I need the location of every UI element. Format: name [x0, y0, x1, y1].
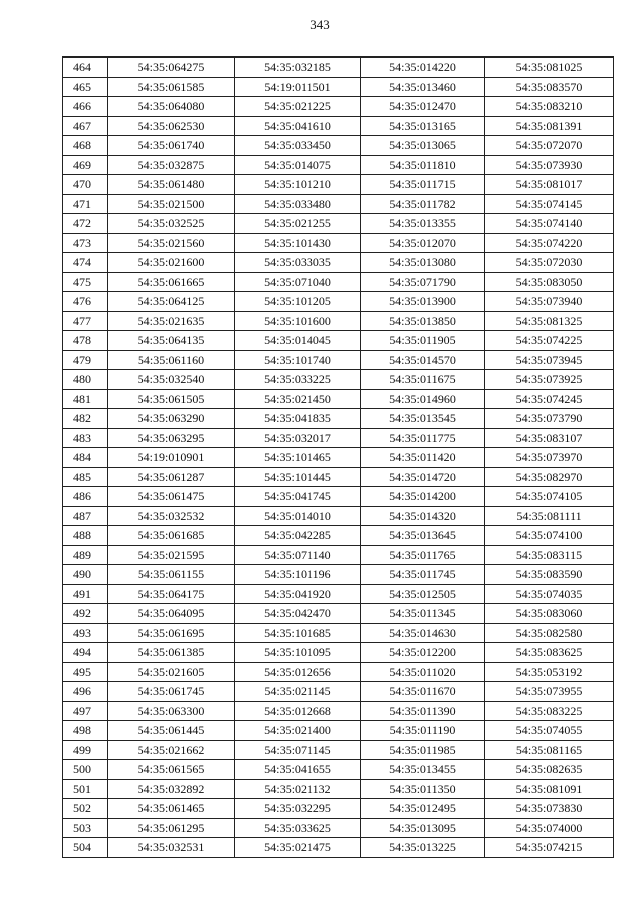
cadastral-number-cell: 54:35:061465 [108, 799, 235, 819]
cadastral-number-cell: 54:35:021500 [108, 194, 235, 214]
cadastral-number-cell: 54:19:011501 [235, 77, 361, 97]
table-row [63, 662, 614, 682]
row-number-cell: 478 [63, 331, 108, 351]
table-row [63, 545, 614, 565]
row-number-cell: 465 [63, 77, 108, 97]
cadastral-number-cell: 54:35:061480 [108, 175, 235, 195]
cadastral-number-cell: 54:35:011782 [361, 194, 485, 214]
cadastral-number-cell: 54:35:042285 [235, 526, 361, 546]
table-row [63, 311, 614, 331]
cadastral-number-cell: 54:35:081165 [485, 740, 614, 760]
cadastral-number-cell: 54:35:074245 [485, 389, 614, 409]
cadastral-number-cell: 54:35:033225 [235, 370, 361, 390]
cadastral-number-cell: 54:35:064095 [108, 604, 235, 624]
table-row [63, 584, 614, 604]
row-number-cell: 464 [63, 57, 108, 77]
cadastral-number-cell: 54:35:013900 [361, 292, 485, 312]
cadastral-number-cell: 54:35:013460 [361, 77, 485, 97]
table-row [63, 428, 614, 448]
cadastral-number-cell: 54:35:012656 [235, 662, 361, 682]
table-row [63, 740, 614, 760]
cadastral-number-cell: 54:35:064080 [108, 97, 235, 117]
table-row [63, 448, 614, 468]
row-number-cell: 468 [63, 136, 108, 156]
cadastral-number-cell: 54:35:032525 [108, 214, 235, 234]
cadastral-number-cell: 54:35:081111 [485, 506, 614, 526]
row-number-cell: 487 [63, 506, 108, 526]
cadastral-number-cell: 54:35:064275 [108, 57, 235, 77]
row-number-cell: 497 [63, 701, 108, 721]
table-row [63, 155, 614, 175]
row-number-cell: 502 [63, 799, 108, 819]
cadastral-number-cell: 54:35:021255 [235, 214, 361, 234]
cadastral-number-cell: 54:35:064125 [108, 292, 235, 312]
table-row [63, 194, 614, 214]
cadastral-number-cell: 54:35:071040 [235, 272, 361, 292]
row-number-cell: 486 [63, 487, 108, 507]
cadastral-number-cell: 54:35:071790 [361, 272, 485, 292]
table-row [63, 721, 614, 741]
table-row [63, 682, 614, 702]
row-number-cell: 466 [63, 97, 108, 117]
cadastral-number-cell: 54:35:013455 [361, 760, 485, 780]
row-number-cell: 501 [63, 779, 108, 799]
cadastral-number-cell: 54:35:014045 [235, 331, 361, 351]
cadastral-number-cell: 54:35:063290 [108, 409, 235, 429]
table-row [63, 292, 614, 312]
table-row [63, 779, 614, 799]
row-number-cell: 482 [63, 409, 108, 429]
cadastral-number-cell: 54:35:101205 [235, 292, 361, 312]
row-number-cell: 485 [63, 467, 108, 487]
cadastral-number-cell: 54:35:061685 [108, 526, 235, 546]
cadastral-number-cell: 54:35:014200 [361, 487, 485, 507]
cadastral-number-cell: 54:35:081325 [485, 311, 614, 331]
table-row [63, 818, 614, 838]
cadastral-number-cell: 54:35:101465 [235, 448, 361, 468]
cadastral-number-cell: 54:35:012200 [361, 643, 485, 663]
cadastral-number-cell: 54:35:012470 [361, 97, 485, 117]
cadastral-number-cell: 54:35:032532 [108, 506, 235, 526]
table-body [63, 57, 614, 857]
cadastral-number-cell: 54:35:083225 [485, 701, 614, 721]
table-row [63, 175, 614, 195]
cadastral-number-cell: 54:35:064175 [108, 584, 235, 604]
cadastral-number-cell: 54:35:014570 [361, 350, 485, 370]
row-number-cell: 472 [63, 214, 108, 234]
cadastral-number-cell: 54:35:101740 [235, 350, 361, 370]
cadastral-number-cell: 54:35:033480 [235, 194, 361, 214]
row-number-cell: 473 [63, 233, 108, 253]
cadastral-number-cell: 54:35:032540 [108, 370, 235, 390]
cadastral-number-cell: 54:35:021450 [235, 389, 361, 409]
cadastral-number-cell: 54:35:061505 [108, 389, 235, 409]
cadastral-number-cell: 54:35:082970 [485, 467, 614, 487]
cadastral-number-cell: 54:19:010901 [108, 448, 235, 468]
cadastral-number-cell: 54:35:011420 [361, 448, 485, 468]
row-number-cell: 495 [63, 662, 108, 682]
table-row [63, 57, 614, 77]
cadastral-number-cell: 54:35:032892 [108, 779, 235, 799]
cadastral-number-cell: 54:35:032295 [235, 799, 361, 819]
row-number-cell: 503 [63, 818, 108, 838]
cadastral-number-cell: 54:35:014220 [361, 57, 485, 77]
cadastral-number-cell: 54:35:013080 [361, 253, 485, 273]
page-number: 343 [310, 17, 330, 32]
cadastral-number-cell: 54:35:041610 [235, 116, 361, 136]
cadastral-number-cell: 54:35:061475 [108, 487, 235, 507]
cadastral-number-cell: 54:35:021662 [108, 740, 235, 760]
cadastral-number-cell: 54:35:074140 [485, 214, 614, 234]
cadastral-number-cell: 54:35:021635 [108, 311, 235, 331]
cadastral-number-cell: 54:35:061287 [108, 467, 235, 487]
row-number-cell: 493 [63, 623, 108, 643]
cadastral-number-cell: 54:35:063300 [108, 701, 235, 721]
cadastral-number-cell: 54:35:073930 [485, 155, 614, 175]
cadastral-number-cell: 54:35:011675 [361, 370, 485, 390]
cadastral-number-cell: 54:35:033035 [235, 253, 361, 273]
table-row [63, 701, 614, 721]
cadastral-number-cell: 54:35:041745 [235, 487, 361, 507]
table-row [63, 253, 614, 273]
row-number-cell: 469 [63, 155, 108, 175]
table-row [63, 136, 614, 156]
row-number-cell: 479 [63, 350, 108, 370]
cadastral-number-cell: 54:35:011670 [361, 682, 485, 702]
cadastral-number-cell: 54:35:061385 [108, 643, 235, 663]
cadastral-number-cell: 54:35:021145 [235, 682, 361, 702]
cadastral-number-cell: 54:35:061740 [108, 136, 235, 156]
row-number-cell: 480 [63, 370, 108, 390]
cadastral-number-cell: 54:35:083050 [485, 272, 614, 292]
row-number-cell: 476 [63, 292, 108, 312]
cadastral-number-cell: 54:35:061445 [108, 721, 235, 741]
row-number-cell: 477 [63, 311, 108, 331]
table-row [63, 467, 614, 487]
cadastral-number-cell: 54:35:014320 [361, 506, 485, 526]
cadastral-number-cell: 54:35:101445 [235, 467, 361, 487]
cadastral-number-cell: 54:35:073925 [485, 370, 614, 390]
cadastral-number-cell: 54:35:082580 [485, 623, 614, 643]
cadastral-number-cell: 54:35:014720 [361, 467, 485, 487]
cadastral-number-cell: 54:35:021132 [235, 779, 361, 799]
cadastral-number-cell: 54:35:073940 [485, 292, 614, 312]
row-number-cell: 475 [63, 272, 108, 292]
cadastral-number-cell: 54:35:011390 [361, 701, 485, 721]
cadastral-number-cell: 54:35:032875 [108, 155, 235, 175]
cadastral-number-cell: 54:35:013065 [361, 136, 485, 156]
row-number-cell: 504 [63, 838, 108, 858]
cadastral-number-cell: 54:35:013225 [361, 838, 485, 858]
row-number-cell: 498 [63, 721, 108, 741]
row-number-cell: 492 [63, 604, 108, 624]
cadastral-number-cell: 54:35:011905 [361, 331, 485, 351]
cadastral-number-cell: 54:35:021400 [235, 721, 361, 741]
cadastral-number-cell: 54:35:083210 [485, 97, 614, 117]
table-row [63, 350, 614, 370]
row-number-cell: 499 [63, 740, 108, 760]
cadastral-number-cell: 54:35:074055 [485, 721, 614, 741]
cadastral-number-cell: 54:35:061295 [108, 818, 235, 838]
cadastral-number-cell: 54:35:081025 [485, 57, 614, 77]
cadastral-number-cell: 54:35:041655 [235, 760, 361, 780]
row-number-cell: 494 [63, 643, 108, 663]
cadastral-number-cell: 54:35:071145 [235, 740, 361, 760]
table-row [63, 331, 614, 351]
table-row [63, 77, 614, 97]
cadastral-number-cell: 54:35:013645 [361, 526, 485, 546]
table-row [63, 233, 614, 253]
cadastral-number-cell: 54:35:014010 [235, 506, 361, 526]
row-number-cell: 500 [63, 760, 108, 780]
cadastral-number-cell: 54:35:074215 [485, 838, 614, 858]
cadastral-number-cell: 54:35:074000 [485, 818, 614, 838]
table-row [63, 565, 614, 585]
cadastral-number-cell: 54:35:032185 [235, 57, 361, 77]
cadastral-number-cell: 54:35:083115 [485, 545, 614, 565]
cadastral-number-cell: 54:35:053192 [485, 662, 614, 682]
cadastral-number-cell: 54:35:011810 [361, 155, 485, 175]
row-number-cell: 490 [63, 565, 108, 585]
cadastral-number-cell: 54:35:011765 [361, 545, 485, 565]
cadastral-number-cell: 54:35:014630 [361, 623, 485, 643]
cadastral-number-cell: 54:35:101210 [235, 175, 361, 195]
cadastral-number-cell: 54:35:013850 [361, 311, 485, 331]
cadastral-number-cell: 54:35:083107 [485, 428, 614, 448]
cadastral-number-cell: 54:35:011020 [361, 662, 485, 682]
cadastral-number-cell: 54:35:013355 [361, 214, 485, 234]
cadastral-number-cell: 54:35:061695 [108, 623, 235, 643]
cadastral-number-cell: 54:35:061160 [108, 350, 235, 370]
cadastral-number-cell: 54:35:042470 [235, 604, 361, 624]
cadastral-number-cell: 54:35:061745 [108, 682, 235, 702]
table-row [63, 370, 614, 390]
cadastral-number-cell: 54:35:071140 [235, 545, 361, 565]
cadastral-number-cell: 54:35:061565 [108, 760, 235, 780]
cadastral-number-cell: 54:35:073955 [485, 682, 614, 702]
cadastral-number-cell: 54:35:011985 [361, 740, 485, 760]
table-row [63, 214, 614, 234]
cadastral-number-cell: 54:35:073945 [485, 350, 614, 370]
cadastral-number-cell: 54:35:011715 [361, 175, 485, 195]
cadastral-number-cell: 54:35:081091 [485, 779, 614, 799]
row-number-cell: 488 [63, 526, 108, 546]
table-row [63, 623, 614, 643]
cadastral-number-cell: 54:35:033450 [235, 136, 361, 156]
row-number-cell: 474 [63, 253, 108, 273]
table-row [63, 389, 614, 409]
cadastral-number-cell: 54:35:011190 [361, 721, 485, 741]
cadastral-number-cell: 54:35:072070 [485, 136, 614, 156]
table-row [63, 799, 614, 819]
cadastral-number-cell: 54:35:012505 [361, 584, 485, 604]
table-row [63, 116, 614, 136]
cadastral-number-cell: 54:35:062530 [108, 116, 235, 136]
cadastral-number-cell: 54:35:073830 [485, 799, 614, 819]
cadastral-number-cell: 54:35:032017 [235, 428, 361, 448]
row-number-cell: 471 [63, 194, 108, 214]
cadastral-number-cell: 54:35:032531 [108, 838, 235, 858]
cadastral-number-cell: 54:35:011345 [361, 604, 485, 624]
cadastral-number-cell: 54:35:014960 [361, 389, 485, 409]
cadastral-number-cell: 54:35:021600 [108, 253, 235, 273]
cadastral-number-cell: 54:35:061665 [108, 272, 235, 292]
table-row [63, 526, 614, 546]
cadastral-number-cell: 54:35:083570 [485, 77, 614, 97]
cadastral-number-cell: 54:35:012070 [361, 233, 485, 253]
cadastral-number-cell: 54:35:072030 [485, 253, 614, 273]
cadastral-number-cell: 54:35:074105 [485, 487, 614, 507]
cadastral-number-cell: 54:35:083590 [485, 565, 614, 585]
cadastral-number-cell: 54:35:083625 [485, 643, 614, 663]
cadastral-number-cell: 54:35:014075 [235, 155, 361, 175]
cadastral-number-cell: 54:35:011350 [361, 779, 485, 799]
cadastral-number-cell: 54:35:033625 [235, 818, 361, 838]
cadastral-number-cell: 54:35:061155 [108, 565, 235, 585]
cadastral-number-cell: 54:35:074100 [485, 526, 614, 546]
row-number-cell: 491 [63, 584, 108, 604]
cadastral-number-cell: 54:35:063295 [108, 428, 235, 448]
cadastral-number-cell: 54:35:021475 [235, 838, 361, 858]
table-row [63, 506, 614, 526]
cadastral-number-cell: 54:35:081017 [485, 175, 614, 195]
cadastral-number-cell: 54:35:021560 [108, 233, 235, 253]
cadastral-table-container [62, 56, 613, 858]
cadastral-number-cell: 54:35:073970 [485, 448, 614, 468]
cadastral-number-cell: 54:35:013165 [361, 116, 485, 136]
cadastral-number-cell: 54:35:074220 [485, 233, 614, 253]
row-number-cell: 483 [63, 428, 108, 448]
row-number-cell: 484 [63, 448, 108, 468]
row-number-cell: 496 [63, 682, 108, 702]
row-number-cell: 467 [63, 116, 108, 136]
table-row [63, 487, 614, 507]
cadastral-number-cell: 54:35:074225 [485, 331, 614, 351]
cadastral-number-cell: 54:35:081391 [485, 116, 614, 136]
cadastral-number-cell: 54:35:013095 [361, 818, 485, 838]
cadastral-number-cell: 54:35:011745 [361, 565, 485, 585]
cadastral-number-cell: 54:35:101196 [235, 565, 361, 585]
cadastral-number-cell: 54:35:101600 [235, 311, 361, 331]
cadastral-number-cell: 54:35:021225 [235, 97, 361, 117]
cadastral-table [62, 56, 614, 858]
cadastral-number-cell: 54:35:061585 [108, 77, 235, 97]
cadastral-number-cell: 54:35:064135 [108, 331, 235, 351]
cadastral-number-cell: 54:35:082635 [485, 760, 614, 780]
cadastral-number-cell: 54:35:101430 [235, 233, 361, 253]
cadastral-number-cell: 54:35:012668 [235, 701, 361, 721]
cadastral-number-cell: 54:35:011775 [361, 428, 485, 448]
row-number-cell: 470 [63, 175, 108, 195]
row-number-cell: 489 [63, 545, 108, 565]
row-number-cell: 481 [63, 389, 108, 409]
cadastral-number-cell: 54:35:074035 [485, 584, 614, 604]
table-row [63, 272, 614, 292]
table-row [63, 409, 614, 429]
table-row [63, 97, 614, 117]
table-row [63, 838, 614, 858]
cadastral-number-cell: 54:35:073790 [485, 409, 614, 429]
cadastral-number-cell: 54:35:012495 [361, 799, 485, 819]
table-row [63, 760, 614, 780]
table-row [63, 643, 614, 663]
cadastral-number-cell: 54:35:074145 [485, 194, 614, 214]
table-row [63, 604, 614, 624]
cadastral-number-cell: 54:35:013545 [361, 409, 485, 429]
cadastral-number-cell: 54:35:101685 [235, 623, 361, 643]
cadastral-number-cell: 54:35:021605 [108, 662, 235, 682]
cadastral-number-cell: 54:35:021595 [108, 545, 235, 565]
cadastral-number-cell: 54:35:101095 [235, 643, 361, 663]
cadastral-number-cell: 54:35:083060 [485, 604, 614, 624]
cadastral-number-cell: 54:35:041920 [235, 584, 361, 604]
cadastral-number-cell: 54:35:041835 [235, 409, 361, 429]
